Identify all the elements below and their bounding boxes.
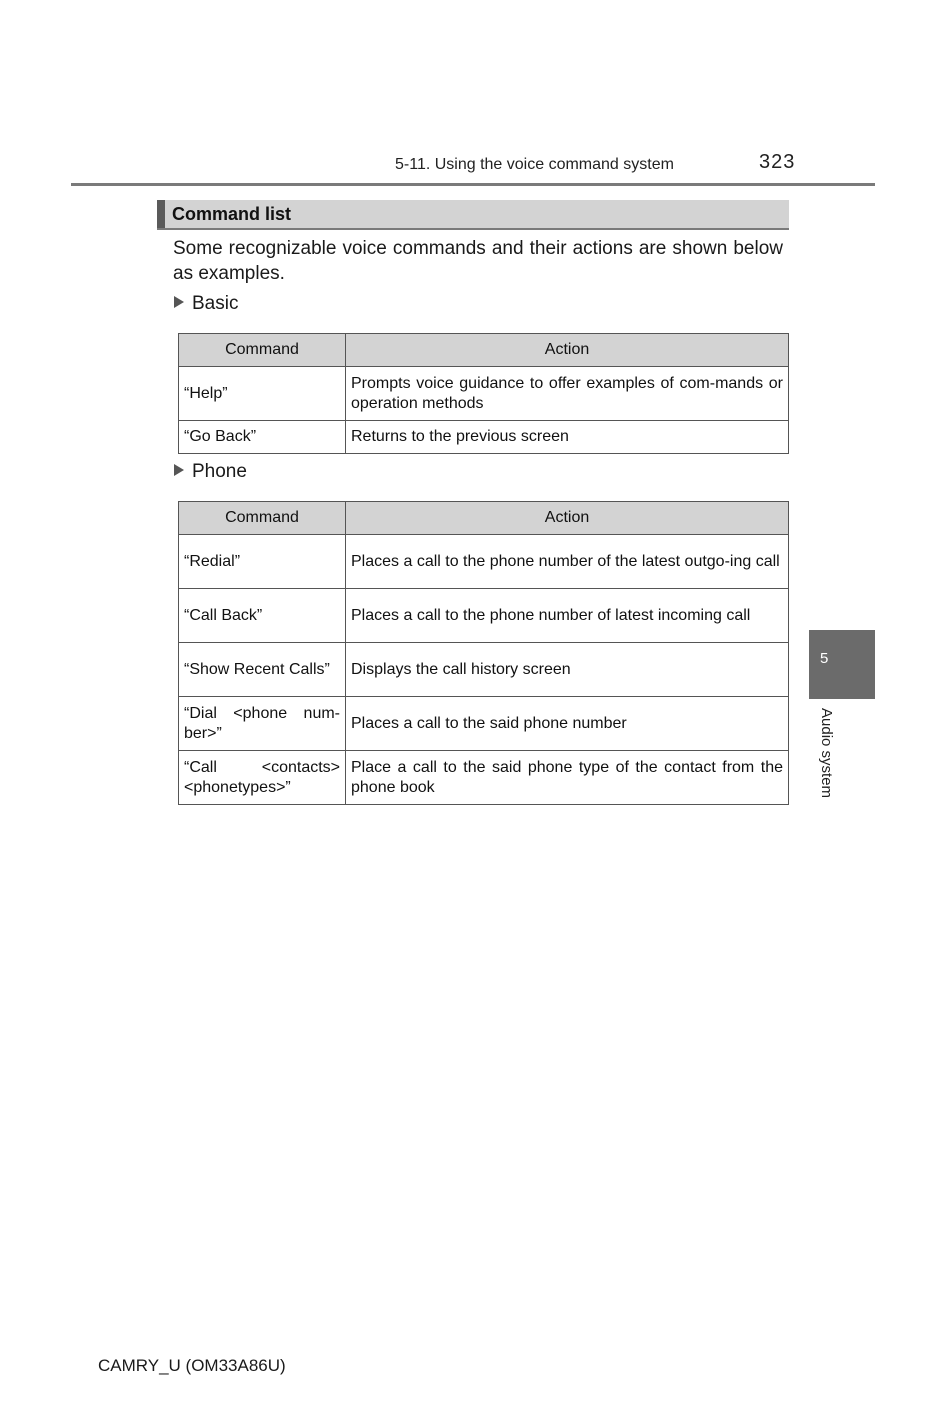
- table-header-row: [179, 334, 789, 367]
- table-row: [179, 421, 789, 454]
- action-cell: Returns to the previous screen: [346, 421, 789, 454]
- table-row: [179, 535, 789, 589]
- command-cell: “Call <contacts> <phonetypes>”: [179, 751, 346, 805]
- chapter-tab-label: Audio system: [818, 708, 835, 799]
- subhead-basic-label: Basic: [192, 293, 239, 314]
- table-row: [179, 589, 789, 643]
- heading-title: Command list: [172, 204, 292, 224]
- column-header-action: Action: [346, 334, 789, 367]
- intro-paragraph: Some recognizable voice commands and their actions are shown below as examples.: [173, 238, 783, 284]
- basic-commands-table: [178, 333, 789, 454]
- subhead-phone-label: Phone: [192, 461, 247, 482]
- table-header-row: [179, 502, 789, 535]
- heading-accent: [157, 200, 165, 228]
- command-cell: “Redial”: [179, 535, 346, 589]
- column-header-action: Action: [346, 502, 789, 535]
- triangle-right-icon: [174, 296, 184, 308]
- action-cell: Places a call to the said phone number: [346, 697, 789, 751]
- command-cell: “Show Recent Calls”: [179, 643, 346, 697]
- command-cell: “Call Back”: [179, 589, 346, 643]
- command-list-heading: [157, 200, 789, 230]
- action-cell: Places a call to the phone number of the latest outgo-ing call: [346, 535, 789, 589]
- triangle-right-icon: [174, 464, 184, 476]
- chapter-tab: [809, 630, 875, 699]
- action-cell: Places a call to the phone number of latest incoming call: [346, 589, 789, 643]
- header-rule: [71, 183, 875, 186]
- phone-commands-table: [178, 501, 789, 805]
- command-cell: “Dial <phone num-ber>”: [179, 697, 346, 751]
- table-row: [179, 751, 789, 805]
- page-footer: CAMRY_U (OM33A86U): [98, 1356, 286, 1375]
- column-header-command: Command: [179, 502, 346, 535]
- table-row: [179, 643, 789, 697]
- subhead-phone: [174, 461, 247, 483]
- action-cell: Displays the call history screen: [346, 643, 789, 697]
- table-row: [179, 367, 789, 421]
- table-row: [179, 697, 789, 751]
- command-cell: “Go Back”: [179, 421, 346, 454]
- chapter-tab-number: 5: [820, 650, 829, 667]
- page-number: 323: [759, 151, 796, 173]
- section-title: 5-11. Using the voice command system: [395, 156, 674, 173]
- action-cell: Prompts voice guidance to offer examples of com-mands or operation methods: [346, 367, 789, 421]
- command-cell: “Help”: [179, 367, 346, 421]
- action-cell: Place a call to the said phone type of the contact from the phone book: [346, 751, 789, 805]
- column-header-command: Command: [179, 334, 346, 367]
- subhead-basic: [174, 293, 238, 315]
